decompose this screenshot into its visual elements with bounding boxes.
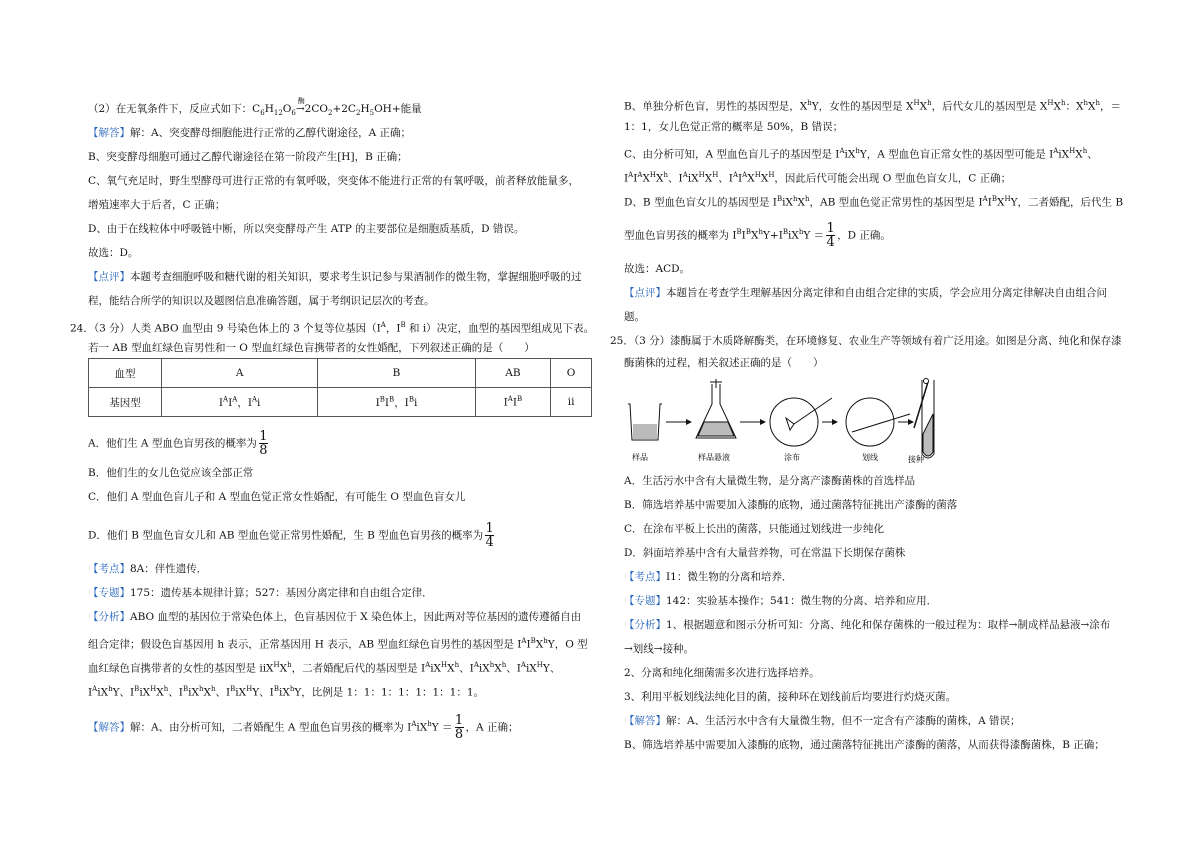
beaker-icon [628, 404, 662, 440]
question-25-stem: 酶菌株的过程，相关叙述正确的是（ ） [624, 357, 824, 369]
table-cell: ii [551, 388, 592, 417]
figure-label: 划线 [862, 453, 878, 462]
analysis-line: 【分析】1、根据题意和图示分析可知：分离、纯化和保存菌株的一般过程为：取样→制成样品悬液→涂布 [624, 619, 1111, 631]
table-cell: $I^AI^A$，$I^Ai$ [162, 388, 318, 417]
question-24-stem: 24．（3 分）人类 ABO 血型由 9 号染色体上的 3 个复等位基因（$I^A$，$I^B$ 和 i）决定，血型的基因型组成见下表。 [70, 321, 595, 335]
figure-label: 样品 [632, 453, 648, 462]
answer-line: C、氧气充足时，野生型酵母可进行正常的有氧呼吸，突变体不能进行正常的有氧呼吸，前者释放能量多， [88, 175, 580, 187]
answer-line: B、突变酵母细胞可通过乙醇代谢途径在第一阶段产生[H]，B 正确； [88, 151, 408, 163]
answer-line: 【解答】解：A、突变酵母细胞能进行正常的乙醇代谢途径，A 正确； [88, 127, 412, 139]
solution-line: 【解答】解：A、生活污水中含有大量微生物，但不一定含有产漆酶的菌株，A 错误； [624, 715, 1021, 727]
figure-label: 接种 [908, 455, 924, 464]
answer-line: 故选：ACD。 [624, 263, 691, 275]
topic-line: 【专题】142：实验基本操作；541：微生物的分离、培养和应用． [624, 595, 938, 607]
flask-icon [696, 379, 736, 438]
solution-line: 【解答】解：A、由分析可知，二者婚配生 A 型血色盲男孩的概率为 $I^AiX^hY$ ＝ $\frac{1}{8}$ ，A 正确； [88, 713, 519, 742]
option-a: A．他们生 A 型血色盲男孩的概率为 $\frac{1}{8}$ [88, 429, 268, 458]
answer-line: C、由分析可知，A 型血色盲儿子的基因型是 $I^AiX^hY$，A 型血色盲正常女性的基因型可能是 $I^AiX^HX^h$、 [624, 147, 1098, 161]
answer-line: D、由于在线粒体中呼吸链中断，所以突变酵母产生 ATP 的主要部位是细胞质基质，D 错误。 [88, 223, 525, 235]
arrow-head [686, 419, 692, 425]
analysis-line: 组合定律；假设色盲基因用 h 表示，正常基因用 H 表示，AB 型血红绿色盲男性的基因型是 $I^AI^BX^hY$，O 型 [88, 637, 588, 651]
review-line: 【点评】本题考查细胞呼吸和糖代谢的相关知识，要求考生识记参与果酒制作的微生物，掌握细胞呼吸的过 [88, 271, 582, 283]
analysis-line: 【分析】ABO 血型的基因位于常染色体上，色盲基因位于 X 染色体上，因此两对等位基因的遗传遵循自由 [88, 611, 582, 623]
analysis-line: $I^AiX^hY$、$I^BiX^HX^h$、$I^BiX^hX^h$、$I^BiX^HY$、$I^BiX^hY$，比例是 1：1：1：1：1：1：1：1。 [88, 685, 485, 699]
question-25-stem: 25．（3 分）漆酶属于木质降解酶类，在环境修复、农业生产等领域有着广泛用途。如图是分离、纯化和保存漆 [610, 335, 1122, 347]
review-line: 程，能结合所学的知识以及题图信息准确答题，属于考纲识记层次的考查。 [88, 295, 435, 307]
genotype-table [88, 358, 592, 417]
option-c: C．他们 A 型血色盲儿子和 A 型血色觉正常女性婚配，有可能生 O 型血色盲女儿 [88, 491, 466, 503]
question-24-stem: 若一 AB 型血红绿色盲男性和一 O 型血红绿色盲携带者的女性婚配，下列叙述正确的是（ ） [88, 342, 535, 354]
table-header: 血型 [89, 359, 162, 388]
option-b: B．筛选培养基中需要加入漆酶的底物，通过菌落特征挑出产漆酶的菌落 [624, 499, 958, 511]
option-d: D．他们 B 型血色盲女儿和 AB 型血色觉正常男性婚配，生 B 型血色盲男孩的概率为 $\frac{1}{4}$ [88, 521, 494, 550]
table-header: B [318, 359, 475, 388]
answer-line: $I^AI^AX^HX^h$、$I^AiX^HX^H$、$I^AI^AX^HX^H$，因此后代可能会出现 O 型血色盲女儿，C 正确； [624, 171, 1012, 185]
table-header: A [162, 359, 318, 388]
figure-label: 样品悬液 [698, 453, 730, 462]
table-cell: $I^BI^B$，$I^Bi$ [318, 388, 475, 417]
analysis-line: →划线→接种。 [624, 643, 695, 655]
answer-line: 型血色盲男孩的概率为 $I^BI^BX^hY+I^BiX^hY$ ＝ $\frac{1}{4}$ ，D 正确。 [624, 221, 891, 250]
analysis-line: 血红绿色盲携带者的女性的基因型是 $iiX^HX^h$，二者婚配后代的基因型是 $I^AiX^HX^h$、$I^AiX^hX^h$、$I^AiX^HY$、 [88, 661, 561, 675]
review-line: 【点评】本题旨在考查学生理解基因分离定律和自由组合定律的实质，学会应用分离定律解决自由组合问 [624, 287, 1107, 299]
keypoint-line: 【考点】I1：微生物的分离和培养． [624, 571, 793, 583]
answer-line: B、单独分析色盲，男性的基因型是，$X^hY$，女性的基因型是 $X^HX^h$，后代女儿的基因型是 $X^HX^h$：$X^hX^h$，＝ [624, 99, 1121, 113]
table-header: AB [475, 359, 551, 388]
arrow-head [908, 419, 914, 425]
option-c: C．在涂布平板上长出的菌落，只能通过划线进一步纯化 [624, 523, 885, 535]
keypoint-line: 【考点】8A：伴性遗传． [88, 563, 208, 575]
analysis-line: 3、利用平板划线法纯化目的菌，接种环在划线前后均要进行灼烧灭菌。 [624, 691, 957, 703]
solution-line: B、筛选培养基中需要加入漆酶的底物，通过菌落特征挑出产漆酶的菌落，从而获得漆酶菌株，B 正确； [624, 739, 1105, 751]
table-row [89, 388, 592, 417]
option-d: D．斜面培养基中含有大量营养物，可在常温下长期保存菌株 [624, 547, 906, 559]
option-a: A．生活污水中含有大量微生物，是分离产漆酶菌株的首选样品 [624, 475, 916, 487]
table-cell: 基因型 [89, 388, 162, 417]
culture-process-figure [624, 378, 944, 464]
answer-line: 增殖速率大于后者，C 正确； [88, 199, 226, 211]
review-line: 题。 [624, 311, 645, 323]
table-row [89, 359, 592, 388]
answer-line: D、B 型血色盲女儿的基因型是 $I^BiX^hX^h$，AB 型血色觉正常男性的基因型是 $I^AI^BX^HY$，二者婚配，后代生 B [624, 195, 1124, 209]
arrow-head [832, 419, 838, 425]
answer-line: 故选：D。 [88, 247, 139, 259]
enzyme-label: 酶 [297, 97, 305, 105]
table-header: O [551, 359, 592, 388]
answer-line: 1：1，女儿色觉正常的概率是 50%，B 错误； [624, 121, 844, 133]
figure-label: 涂布 [784, 453, 800, 462]
reaction-line: （2）在无氧条件下，反应式如下：$C_6H_{12}O_6$ 酶 $\to 2CO_2+2C_2H_5OH+$能量 [88, 102, 422, 120]
analysis-line: 2、分离和纯化细菌需多次进行选择培养。 [624, 667, 820, 679]
table-cell: $I^AI^B$ [475, 388, 551, 417]
topic-line: 【专题】175：遗传基本规律计算；527：基因分离定律和自由组合定律． [88, 587, 433, 599]
arrow-head [760, 419, 766, 425]
option-b: B．他们生的女儿色觉应该全部正常 [88, 467, 254, 479]
slant-tube-icon [914, 379, 934, 459]
